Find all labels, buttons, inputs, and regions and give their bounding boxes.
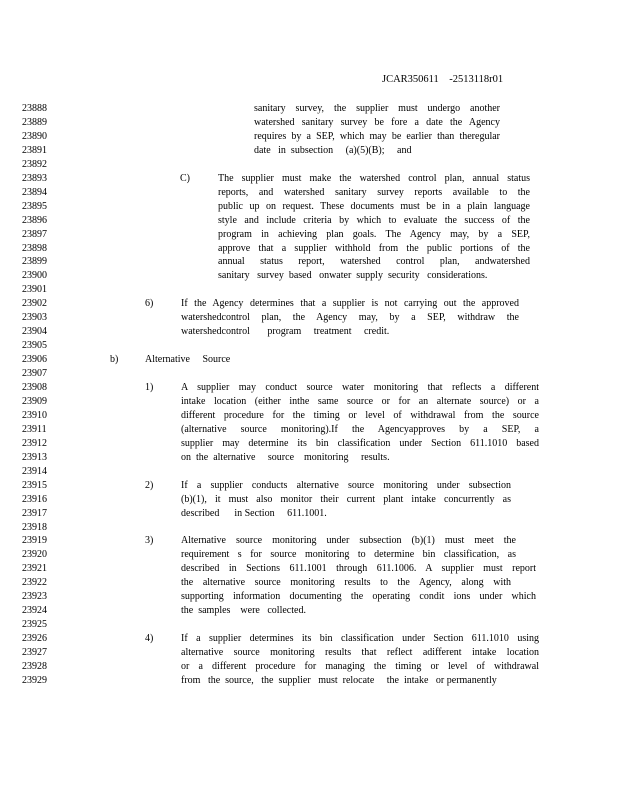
line-number: 23904 [22,326,47,338]
body-text-line: the samples were collected. [181,605,306,617]
body-text-line: sanitary survey based onwater supply security considerations. [218,270,488,282]
body-text-line: alternative source monitoring results that reflect adifferent intake location [181,647,539,659]
body-text-line: requirement s for source monitoring to determine bin classification, as [181,549,516,561]
line-number: 23913 [22,451,47,463]
list-marker: 6) [145,298,154,310]
line-number: 23896 [22,214,47,226]
body-text-line: watershed sanitary survey be fore a date the Agency [254,116,500,128]
body-text-line: sanitary survey, the supplier must undergo another [254,103,500,114]
line-number: 23914 [22,465,47,477]
body-text-line: described in Section 611.1001. [181,507,327,519]
body-text-line: described in Sections 611.1001 through 611.1006. A supplier must report [181,563,536,575]
line-number: 23900 [22,270,47,282]
body-text-line: (b)(1), it must also monitor their current plant intake concurrently as [181,493,511,505]
line-number: 23891 [22,144,47,156]
line-number: 23899 [22,256,47,268]
line-number: 23908 [22,382,47,393]
line-number: 23901 [22,284,47,296]
line-number: 23924 [22,605,47,617]
line-number: 23893 [22,172,47,184]
line-number: 23890 [22,130,47,142]
line-number: 23915 [22,479,47,491]
body-text-line: supplier may determine its bin classification under Section 611.1010 based [181,437,539,449]
line-number: 23909 [22,395,47,407]
line-number: 23916 [22,493,47,505]
body-text-line: If a supplier conducts alternative source monitoring under subsection [181,479,511,491]
body-text-line: watershedcontrol program treatment credit. [181,326,390,338]
body-text-line: annual status report, watershed control plan, andwatershed [218,256,530,268]
line-number: 23923 [22,591,47,603]
line-number: 23921 [22,563,47,575]
line-number: 23905 [22,340,47,352]
body-text-line: program in achieving plan goals. The Agency may, by a SEP, [218,228,530,240]
list-marker: 2) [145,479,154,491]
body-text-line: The supplier must make the watershed control plan, annual status [218,172,530,184]
body-text-line: date in subsection (a)(5)(B); and [254,144,412,156]
body-text-line: If the Agency determines that a supplier is not carrying out the approved [181,298,519,310]
line-number: 23919 [22,535,47,547]
body-text-line: the alternative source monitoring results to the Agency, along with [181,577,511,589]
body-text-line: supporting information documenting the operating condit ions under which [181,591,536,603]
line-number: 23925 [22,619,47,631]
list-marker: C) [180,172,190,184]
line-number: 23918 [22,521,47,533]
line-number: 23903 [22,312,47,324]
line-number: 23895 [22,200,47,212]
line-number: 23897 [22,228,47,240]
list-marker: 4) [145,633,154,645]
body-text-line: intake location (either inthe same source or for an alternate source) or a [181,395,539,407]
body-text-line: reports, and watershed sanitary survey reports available to the [218,186,530,198]
line-number: 23902 [22,298,47,310]
body-text-line: or a different procedure for managing the timing or level of withdrawal [181,661,539,672]
line-number: 23928 [22,661,47,672]
body-text-line: Alternative source monitoring under subsection (b)(1) must meet the [181,535,516,547]
line-number: 23888 [22,103,47,114]
document-header: JCAR350611 -2513118r01 [382,74,504,85]
line-number: 23892 [22,158,47,170]
line-number: 23889 [22,116,47,128]
line-number: 23929 [22,674,47,686]
body-text-line: public up on request. These documents must be in a plain language [218,200,530,212]
list-marker: b) [110,354,119,366]
list-marker: 3) [145,535,154,547]
line-number: 23926 [22,633,47,645]
body-text-line: different procedure for the timing or level of withdrawal from the source [181,409,539,421]
line-number: 23927 [22,647,47,659]
body-text-line: Alternative Source [145,354,231,366]
list-marker: 1) [145,382,154,393]
line-number: 23912 [22,437,47,449]
body-text-line: requires by a SEP, which may be earlier than theregular [254,130,500,142]
body-text-line: on the alternative source monitoring results. [181,451,390,463]
line-number: 23894 [22,186,47,198]
body-text-line: (alternative source monitoring).If the Agencyapproves by a SEP, a [181,423,539,435]
line-number: 23906 [22,354,47,366]
body-text-line: style and include criteria by which to evaluate the success of the [218,214,530,226]
body-text-line: approve that a supplier withhold from the public portions of the [218,242,530,254]
body-text-line: watershedcontrol plan, the Agency may, by a SEP, withdraw the [181,312,519,324]
line-number: 23922 [22,577,47,589]
body-text-line: If a supplier determines its bin classification under Section 611.1010 using [181,633,539,645]
line-number: 23911 [22,423,47,435]
line-number: 23898 [22,242,47,254]
line-number: 23910 [22,409,47,421]
body-text-line: A supplier may conduct source water monitoring that reflects a different [181,382,539,393]
line-number: 23917 [22,507,47,519]
line-number: 23920 [22,549,47,561]
line-number: 23907 [22,368,47,380]
body-text-line: from the source, the supplier must relocate the intake or permanently [181,674,497,686]
